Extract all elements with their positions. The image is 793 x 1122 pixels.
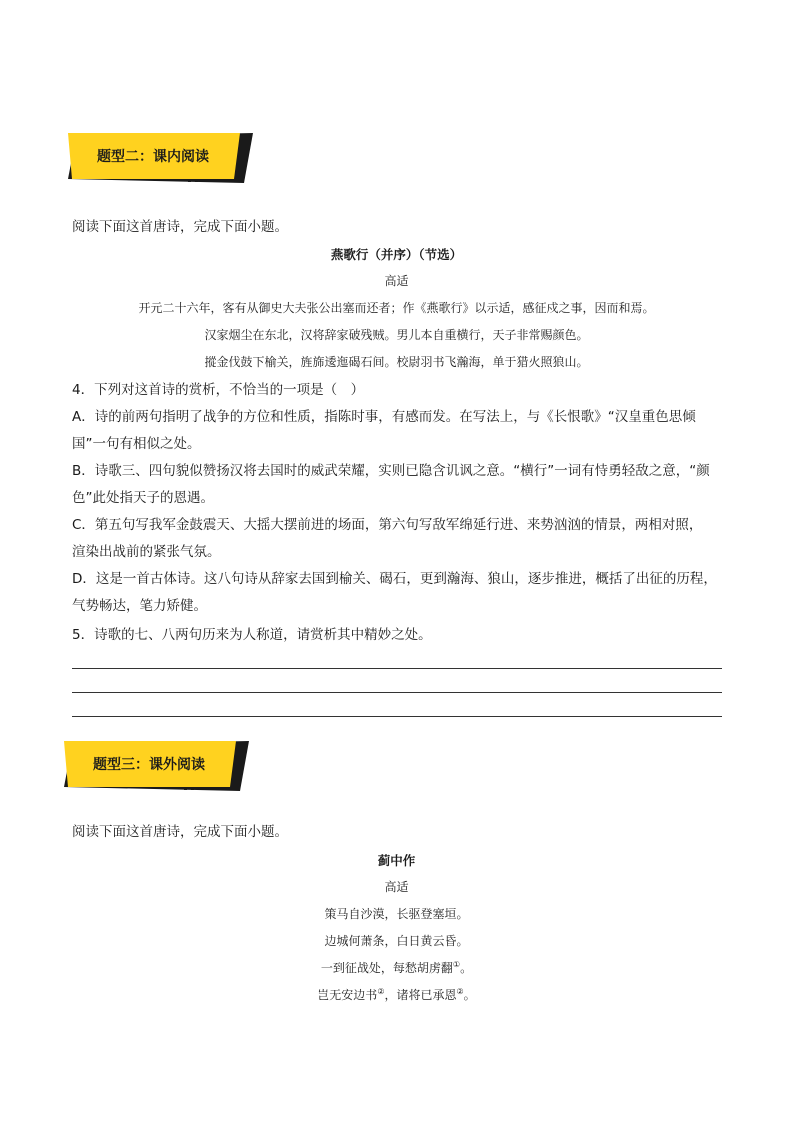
poem-line-text: 一到征战处，每愁胡虏翻 — [320, 961, 453, 975]
option-a-line1[interactable]: A．诗的前两句指明了战争的方位和性质，指陈时事，有感而发。在写法上，与《长恨歌》“汉皇重色思倾 — [72, 409, 696, 425]
poem-line: 汉家烟尘在东北，汉将辞家破残贼。男儿本自重横行，天子非常赐颜色。 — [204, 328, 589, 342]
option-c-line1[interactable]: C．第五句写我军金鼓震天、大摇大摆前进的场面，第六句写敌军绵延行进、来势汹汹的情景，两相对照， — [72, 517, 703, 533]
answer-line[interactable] — [72, 716, 722, 717]
section-banner-2 — [68, 133, 268, 183]
answer-line[interactable] — [72, 692, 722, 693]
option-b-line1[interactable]: B．诗歌三、四句貌似赞扬汉将去国时的威武荣耀，实则已隐含讥讽之意。“横行”一词有恃勇轻敌之意，“颜 — [72, 463, 710, 479]
poem-line-text: ，诸将已承恩 — [384, 988, 457, 1002]
answer-line[interactable] — [72, 668, 722, 669]
poem-line-text: 岂无安边书 — [317, 988, 378, 1002]
option-d-line2[interactable]: 气势畅达，笔力矫健。 — [72, 598, 207, 614]
poem-line — [0, 959, 793, 976]
option-b-line2[interactable]: 色”此处指天子的恩遇。 — [72, 490, 214, 506]
option-d-line1[interactable]: D．这是一首古体诗。这八句诗从辞家去国到榆关、碣石，更到瀚海、狼山，逐步推进，概括了出征的历程， — [72, 571, 717, 587]
poem-author: 高适 — [384, 880, 409, 894]
footnote-marker[interactable]: ① — [452, 960, 461, 969]
footnote-marker[interactable]: ② — [456, 987, 464, 996]
option-c-line2[interactable]: 渲染出战前的紧张气氛。 — [72, 544, 221, 560]
poem-title: 蓟中作 — [377, 853, 416, 868]
poem-title: 燕歌行（并序）（节选） — [330, 247, 463, 262]
question-4-stem: 4．下列对这首诗的赏析，不恰当的一项是（ ） — [72, 382, 365, 398]
poem-author: 高适 — [384, 274, 409, 288]
footnote-marker[interactable]: ② — [377, 987, 385, 996]
poem-line: 策马自沙漠，长驱登塞垣。 — [324, 907, 469, 921]
question-5-stem: 5．诗歌的七、八两句历来为人称道，请赏析其中精妙之处。 — [72, 627, 432, 643]
section-banner-3 — [64, 741, 264, 791]
poem-line: 摐金伐鼓下榆关，旌旆逶迤碣石间。校尉羽书飞瀚海，单于猎火照狼山。 — [204, 355, 589, 369]
poem-line — [0, 986, 793, 1003]
poem-line: 边城何萧条，白日黄云昏。 — [324, 934, 469, 948]
option-a-line2[interactable]: 国”一句有相似之处。 — [72, 436, 201, 452]
banner-label: 题型二：课内阅读 — [97, 149, 209, 165]
instruction: 阅读下面这首唐诗，完成下面小题。 — [72, 824, 288, 840]
poem-preface: 开元二十六年，客有从御史大夫张公出塞而还者；作《燕歌行》以示适，感征戍之事，因而和焉。 — [138, 301, 655, 315]
poem-line-text: 。 — [463, 988, 476, 1002]
poem-line-text: 。 — [460, 961, 473, 975]
banner-label: 题型三：课外阅读 — [93, 757, 205, 773]
instruction: 阅读下面这首唐诗，完成下面小题。 — [72, 219, 288, 235]
